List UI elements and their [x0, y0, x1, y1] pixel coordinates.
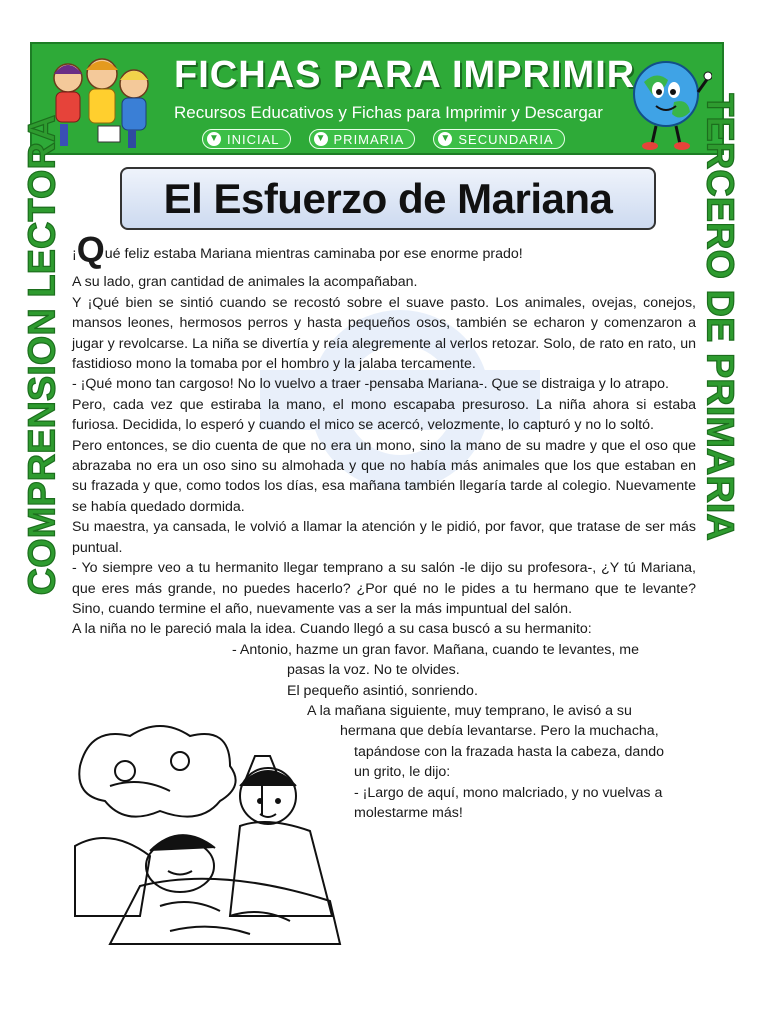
- arrow-down-icon: ▼: [207, 132, 221, 146]
- site-subtitle: Recursos Educativos y Fichas para Imprimir y Descargar: [174, 103, 603, 122]
- left-side-label: [21, 114, 64, 596]
- opening-exclamation: ¡: [72, 246, 77, 262]
- story-paragraph: - ¡Largo de aquí, mono malcriado, y no vuelvas a: [354, 784, 663, 801]
- story-paragraph: Pero, cada vez que estiraba la mano, el mono escapaba presuroso. La niña ahora si estaba furiosa. Decidida, lo esperó y cuando el mico se acercó, velozmente, lo capturó y no lo soltó.: [72, 396, 696, 434]
- level-label: INICIAL: [227, 131, 280, 147]
- story-paragraph: Pero entonces, se dio cuenta de que no era un mono, sino la mano de su madre y que el oso que abrazaba no era un oso sino su almohada y que no había más animales que los que estaban en su frazada y que, como todos los días, esa mañana también llegaría tarde al colegio. Nuevamente se había quedado dormida.: [72, 437, 696, 515]
- right-side-label: [696, 93, 742, 541]
- story-paragraph: tapándose con la frazada hasta la cabeza, dando: [354, 743, 664, 760]
- story-paragraph: A la niña no le pareció mala la idea. Cuando llegó a su casa buscó a su hermanito:: [72, 621, 592, 638]
- sleeping-girl-illustration: [70, 716, 352, 946]
- story-paragraph: Y ¡Qué bien se sintió cuando se recostó sobre el suave pasto. Los animales, ovejas, conejos, mansos leones, hermosos perros y hasta pequeños osos, también se echaron y comenzaron a jugar y revolcarse. La niña se divertía y reía alegremente al verlos retozar. Solo, de rato en rato, un fastidioso mono la tomaba por el hombro y la jalaba tercamente.: [72, 294, 696, 373]
- level-button-primaria[interactable]: [309, 129, 416, 149]
- arrow-down-icon: ▼: [314, 132, 328, 146]
- header-banner: [30, 42, 724, 155]
- story-paragraph: [72, 229, 696, 270]
- level-nav: [202, 129, 565, 149]
- first-line: ué feliz estaba Mariana mientras caminaba por ese enorme prado!: [104, 246, 523, 262]
- page-title: El Esfuerzo de Mariana: [163, 175, 613, 222]
- site-title: FICHAS PARA IMPRIMIR: [174, 54, 636, 96]
- level-label: SECUNDARIA: [458, 131, 554, 147]
- level-button-secundaria[interactable]: [433, 129, 564, 149]
- story-paragraph: - Yo siempre veo a tu hermanito llegar temprano a su salón -le dijo su profesora-, ¿Y tú Mariana, que eres más grande, no puedes hacerlo? ¿Por qué no le pides a tu hermano que te levante? Sino, cuando termine el año, nuevamente vas a ser la más impuntual del salón.: [72, 560, 696, 617]
- story-paragraph: molestarme más!: [354, 804, 463, 821]
- title-box: [120, 167, 656, 230]
- arrow-down-icon: ▼: [438, 132, 452, 146]
- story-paragraph: El pequeño asintió, sonriendo.: [287, 682, 478, 699]
- story-paragraph: A la mañana siguiente, muy temprano, le avisó a su: [307, 702, 632, 719]
- story-paragraph: un grito, le dijo:: [354, 764, 451, 781]
- level-button-inicial[interactable]: [202, 129, 291, 149]
- level-label: PRIMARIA: [333, 131, 405, 147]
- story-paragraph: Su maestra, ya cansada, le volvió a llamar la atención y le pidió, por favor, que tratase de ser más puntual.: [72, 519, 696, 556]
- story-paragraph: pasas la voz. No te olvides.: [287, 662, 460, 679]
- story-paragraph: - ¡Qué mono tan cargoso! No lo vuelvo a traer -pensaba Mariana-. Que se distraiga y lo atrapo.: [72, 376, 669, 393]
- story-paragraph: - Antonio, hazme un gran favor. Mañana, cuando te levantes, me: [232, 641, 639, 658]
- story-paragraph: A su lado, gran cantidad de animales la acompañaban.: [72, 274, 418, 291]
- grade-level-label: TERCERO DE PRIMARIA: [698, 93, 741, 541]
- story-paragraph: hermana que debía levantarse. Pero la muchacha,: [340, 723, 659, 740]
- comprension-lectora-label: COMPRENSION LECTORA: [21, 114, 64, 596]
- drop-cap: Q: [76, 229, 105, 270]
